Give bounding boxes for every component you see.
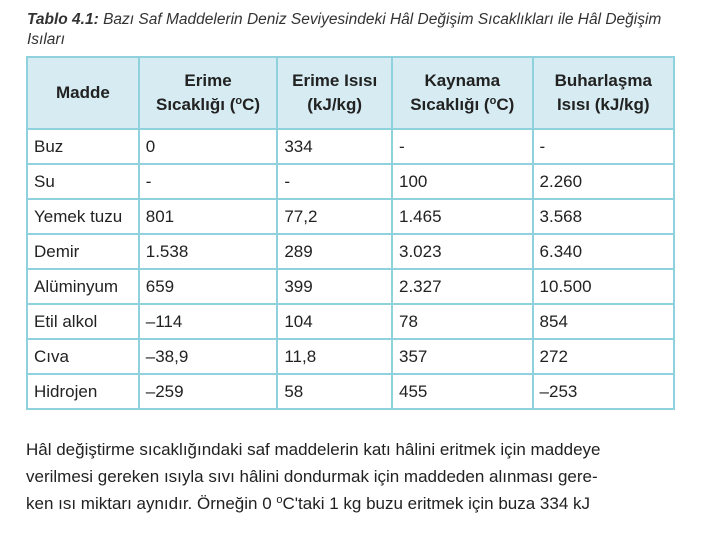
- cell-madde: Alüminyum: [27, 269, 139, 304]
- paragraph-line: Hâl değiştirme sıcaklığındaki saf maddelerin katı hâlini eritmek için maddeye: [26, 440, 601, 459]
- cell-buharlasma-isisi: –253: [533, 374, 674, 409]
- header-erime-isisi: Erime Isısı (kJ/kg): [277, 57, 392, 129]
- cell-buharlasma-isisi: 854: [533, 304, 674, 339]
- cell-kaynama-sicakligi: 78: [392, 304, 533, 339]
- cell-kaynama-sicakligi: 455: [392, 374, 533, 409]
- phase-change-table: [26, 56, 675, 410]
- cell-kaynama-sicakligi: 2.327: [392, 269, 533, 304]
- cell-erime-sicakligi: 801: [139, 199, 278, 234]
- cell-madde: Demir: [27, 234, 139, 269]
- cell-madde: Yemek tuzu: [27, 199, 139, 234]
- table-row: [27, 339, 674, 374]
- paragraph-line: ken ısı miktarı aynıdır. Örneğin 0 $^o$C'taki 1 kg buzu eritmek için buza 334 kJ: [26, 494, 591, 513]
- cell-kaynama-sicakligi: 357: [392, 339, 533, 374]
- cell-erime-isisi: 77,2: [277, 199, 392, 234]
- cell-erime-sicakligi: 1.538: [139, 234, 278, 269]
- cell-erime-isisi: 289: [277, 234, 392, 269]
- paragraph-line: verilmesi gereken ısıyla sıvı hâlini dondurmak için maddeden alınması gere-: [26, 467, 598, 486]
- table-row: [27, 304, 674, 339]
- cell-kaynama-sicakligi: 3.023: [392, 234, 533, 269]
- caption-label: Tablo 4.1:: [27, 11, 99, 28]
- body-paragraph: [26, 436, 686, 517]
- header-erime-sicakligi: Erime Sıcaklığı ($^o$C): [139, 57, 278, 129]
- cell-buharlasma-isisi: 10.500: [533, 269, 674, 304]
- table-row: [27, 129, 674, 164]
- header-row: [27, 57, 674, 129]
- cell-erime-isisi: 334: [277, 129, 392, 164]
- cell-buharlasma-isisi: 3.568: [533, 199, 674, 234]
- cell-buharlasma-isisi: 272: [533, 339, 674, 374]
- cell-madde: Hidrojen: [27, 374, 139, 409]
- table-row: [27, 199, 674, 234]
- cell-erime-isisi: 58: [277, 374, 392, 409]
- caption-text: Bazı Saf Maddelerin Deniz Seviyesindeki Hâl Değişim Sıcaklıkları ile Hâl Değişim Isıları: [27, 11, 662, 48]
- cell-erime-isisi: 104: [277, 304, 392, 339]
- cell-erime-isisi: -: [277, 164, 392, 199]
- cell-madde: Cıva: [27, 339, 139, 374]
- cell-erime-sicakligi: –38,9: [139, 339, 278, 374]
- cell-erime-sicakligi: -: [139, 164, 278, 199]
- cell-erime-sicakligi: 659: [139, 269, 278, 304]
- cell-erime-isisi: 11,8: [277, 339, 392, 374]
- cell-madde: Buz: [27, 129, 139, 164]
- cell-erime-sicakligi: 0: [139, 129, 278, 164]
- cell-kaynama-sicakligi: -: [392, 129, 533, 164]
- table-row: [27, 374, 674, 409]
- header-madde: Madde: [27, 57, 139, 129]
- header-buharlasma-isisi: Buharlaşma Isısı (kJ/kg): [533, 57, 674, 129]
- cell-madde: Su: [27, 164, 139, 199]
- table-row: [27, 164, 674, 199]
- cell-buharlasma-isisi: 2.260: [533, 164, 674, 199]
- cell-erime-isisi: 399: [277, 269, 392, 304]
- cell-kaynama-sicakligi: 100: [392, 164, 533, 199]
- header-kaynama-sicakligi: Kaynama Sıcaklığı ($^o$C): [392, 57, 533, 129]
- cell-kaynama-sicakligi: 1.465: [392, 199, 533, 234]
- cell-erime-sicakligi: –259: [139, 374, 278, 409]
- cell-buharlasma-isisi: -: [533, 129, 674, 164]
- cell-erime-sicakligi: –114: [139, 304, 278, 339]
- cell-madde: Etil alkol: [27, 304, 139, 339]
- cell-buharlasma-isisi: 6.340: [533, 234, 674, 269]
- table-caption: [27, 10, 697, 50]
- table-row: [27, 269, 674, 304]
- table-row: [27, 234, 674, 269]
